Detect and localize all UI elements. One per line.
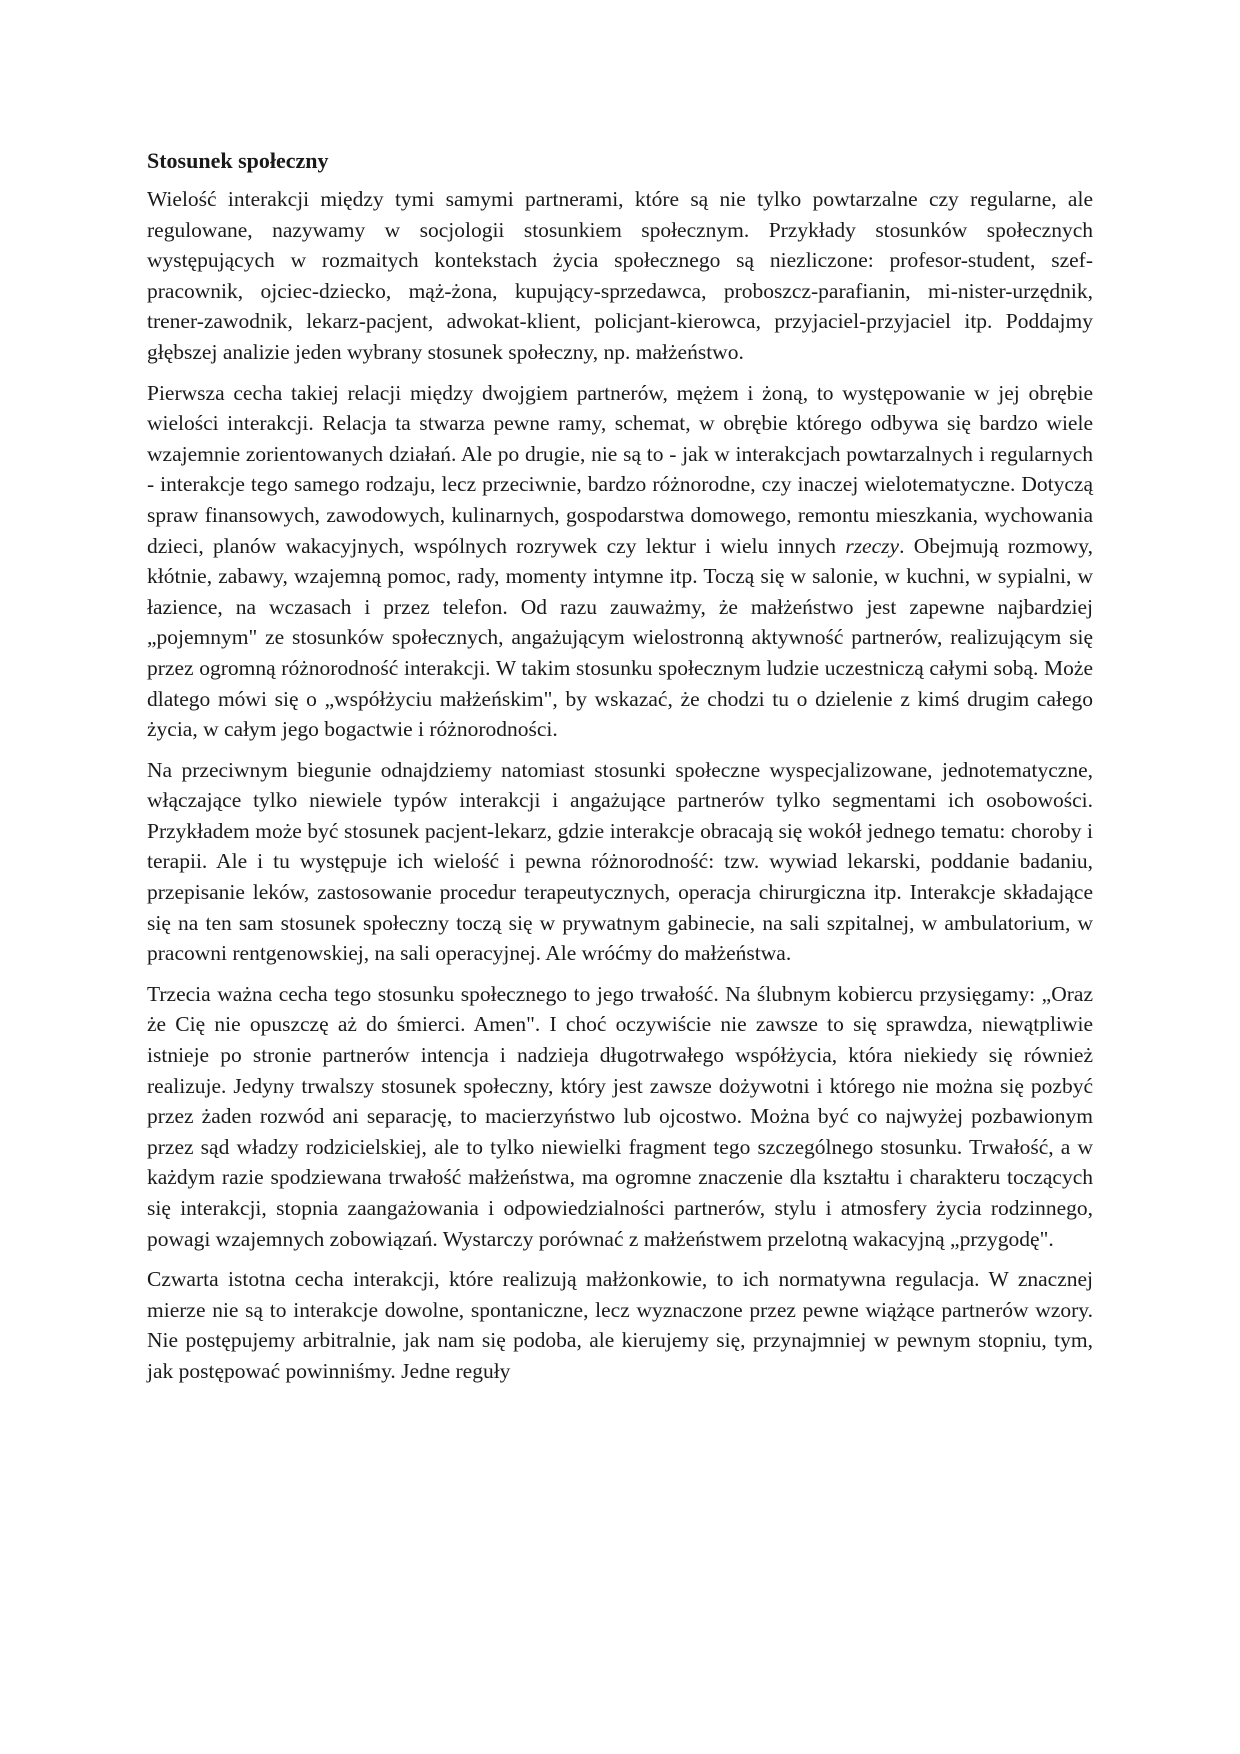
paragraph-3-text: Na przeciwnym biegunie odnajdziemy natomiast stosunki społeczne wyspecjalizowane, jednotematyczne, włączające tylko niewiele typów interakcji i angażujące partnerów tylko segmentami ich osobowości. Przykładem może być stosunek pacjent-lekarz, gdzie interakcje obracają się wokół jednego tematu: choroby i terapii. Ale i tu występuje ich wielość i pewna różnorodność: tzw. wywiad lekarski, poddanie badaniu, przepisanie leków, zastosowanie procedur terapeutycznych, operacja chirurgiczna itp. Interakcje składające się na ten sam stosunek społeczny toczą się w prywatnym gabinecie, na sali szpitalnej, w ambulatorium, w pracowni rentgenowskiej, na sali operacyjnej. Ale wróćmy do małżeństwa. [147,757,1093,966]
paragraph-2-text-cont: . Obejmują rozmowy, kłótnie, zabawy, wzajemną pomoc, rady, momenty intymne itp. Toczą się w salonie, w kuchni, w sypialni, w łazience, na wczasach i przez telefon. Od razu zauważmy, że małżeństwo jest zapewne najbardziej „pojemnym" ze stosunków społecznych, angażującym wielostronną aktywność partnerów, realizującym się przez ogromną różnorodność interakcji. W takim stosunku społecznym ludzie uczestniczą całymi sobą. Może dlatego mówi się o „współżyciu małżeńskim", by wskazać, że chodzi tu o dzielenie z kimś drugim całego życia, w całym jego bogactwie i różnorodności. [147,533,1093,742]
paragraph-1 [147,184,1093,368]
paragraph-4 [147,979,1093,1254]
paragraph-1-text: Wielość interakcji między tymi samymi partnerami, które są nie tylko powtarzalne czy regularne, ale regulowane, nazywamy w socjologii stosunkiem społecznym. Przykłady stosunków społecznych występujących w rozmaitych kontekstach życia społecznego są niezliczone: profesor-student, szef-pracownik, ojciec-dziecko, mąż-żona, kupujący-sprzedawca, proboszcz-parafianin, mi-nister-urzędnik, trener-zawodnik, lekarz-pacjent, adwokat-klient, policjant-kierowca, przyjaciel-przyjaciel itp. Poddajmy głębszej analizie jeden wybrany stosunek społeczny, np. małżeństwo. [147,187,1093,364]
paragraph-2 [147,378,1093,745]
paragraph-5 [147,1264,1093,1386]
paragraph-2-italic-word: rzeczy [845,533,900,558]
paragraph-3 [147,755,1093,969]
document-page [147,146,1093,1397]
document-title: Stosunek społeczny [147,148,329,173]
paragraph-2-text: Pierwsza cecha takiej relacji między dwojgiem partnerów, mężem i żoną, to występowanie w jej obrębie wielości interakcji. Relacja ta stwarza pewne ramy, schemat, w obrębie którego odbywa się bardzo wiele wzajemnie zorientowanych działań. Ale po drugie, nie są to - jak w interakcjach powtarzalnych i regularnych - interakcje tego samego rodzaju, lecz przeciwnie, bardzo różnorodne, czy inaczej wielotematyczne. Dotyczą spraw finansowych, zawodowych, kulinarnych, gospodarstwa domowego, remontu mieszkania, wychowania dzieci, planów wakacyjnych, wspólnych rozrywek czy lektur i wielu innych [147,380,1093,558]
paragraph-4-text: Trzecia ważna cecha tego stosunku społecznego to jego trwałość. Na ślubnym kobiercu przysięgamy: „Oraz że Cię nie opuszczę aż do śmierci. Amen". I choć oczywiście nie zawsze to się sprawdza, niewątpliwie istnieje po stronie partnerów intencja i nadzieja długotrwałego współżycia, która niekiedy się również realizuje. Jedyny trwalszy stosunek społeczny, który jest zawsze dożywotni i którego nie można się pozbyć przez żaden rozwód ani separację, to macierzyństwo lub ojcostwo. Można być co najwyżej pozbawionym przez sąd władzy rodzicielskiej, ale to tylko niewielki fragment tego szczególnego stosunku. Trwałość, a w każdym razie spodziewana trwałość małżeństwa, ma ogromne znaczenie dla kształtu i charakteru toczących się interakcji, stopnia zaangażowania i odpowiedzialności partnerów, stylu i atmosfery życia rodzinnego, powagi wzajemnych zobowiązań. Wystarczy porównać z małżeństwem przelotną wakacyjną „przygodę". [147,981,1093,1251]
paragraph-5-text: Czwarta istotna cecha interakcji, które realizują małżonkowie, to ich normatywna regulacja. W znacznej mierze nie są to interakcje dowolne, spontaniczne, lecz wyznaczone przez pewne wiążące partnerów wzory. Nie postępujemy arbitralnie, jak nam się podoba, ale kierujemy się, przynajmniej w pewnym stopniu, tym, jak postępować powinniśmy. Jedne reguły [147,1267,1093,1383]
